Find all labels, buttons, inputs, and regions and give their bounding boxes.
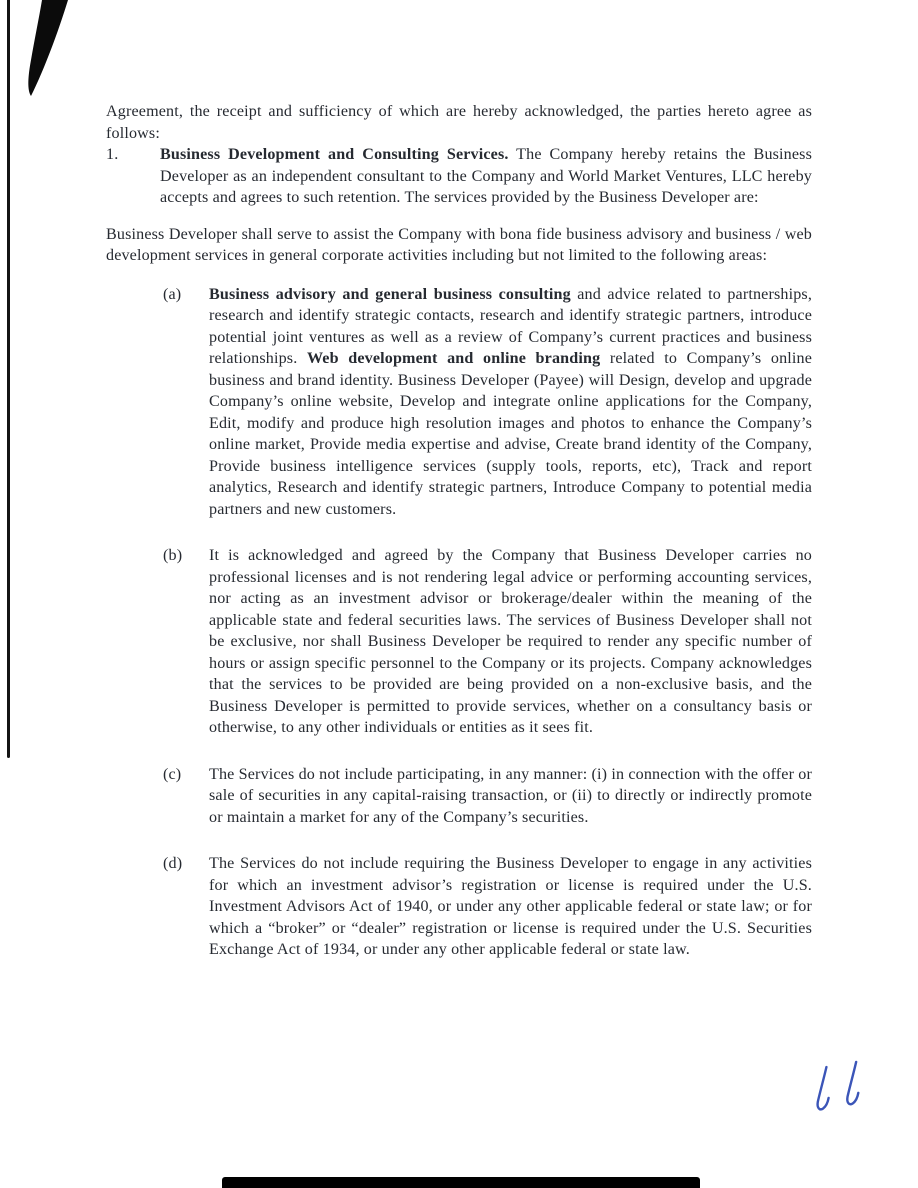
subclause-a: [163, 284, 812, 521]
clause-1-text: The Company hereby retains the Business Developer as an independent consultant to the Company and World Market Ventures, LLC hereby accepts and agrees to such retention. The services provided by the Business Developer are:: [160, 146, 812, 206]
scan-artifact-shape: [28, 0, 68, 96]
subclause-a-bold-1: Business advisory and general business consulting: [209, 285, 571, 303]
scan-artifact-top-left-blob: [22, 0, 74, 100]
handwritten-initials: [804, 1058, 880, 1121]
subclause-c-label: (c): [163, 765, 182, 783]
pen-stroke: [815, 1067, 829, 1110]
subclause-d-paragraph: The Services do not include requiring the Business Developer to engage in any activities for which an investment advisor’s registration or license is required under the U.S. Investment Advisors Act of 1940, or under any other applicable federal or state law; or for which a “broker” or “dealer” registration or license is required under the U.S. Securities Exchange Act of 1934, or under any other applicable federal or state law.: [209, 855, 812, 958]
clause-1-number: 1.: [106, 146, 119, 163]
clause-1-paragraph: [160, 144, 812, 209]
subclause-b: [163, 545, 812, 739]
clause-1-heading: Business Development and Consulting Services.: [160, 146, 509, 163]
scan-artifact-left-edge-line: [7, 0, 10, 758]
subclause-a-text-1: and advice related to partnerships, research and identify strategic contacts, research and identify strategic partners, introduce potential joint ventures as well as a review of Company’s current practices and business relationships.: [209, 285, 812, 367]
document-content: [106, 101, 812, 986]
subclause-d-label: (d): [163, 855, 183, 872]
subclause-a-label: (a): [163, 285, 182, 303]
subclause-a-bold-2: Web development and online branding: [306, 350, 601, 367]
intro-paragraph: Agreement, the receipt and sufficiency of which are hereby acknowledged, the parties hereto agree as follows:: [106, 103, 812, 142]
subclause-a-text-2: related to Company’s online business and brand identity. Business Developer (Payee) will Design, develop and upgrade Company’s online website, Develop and integrate online applications for the Company, Edit, modify and produce high resolution images and photos to enhance the Company’s online market, Provide media expertise and advise, Create brand identity of the Company, Provide business intelligence services (supply tools, reports, etc), Track and report analytics, Research and identify strategic partners, Introduce Company to potential media partners and new customers.: [209, 350, 812, 518]
subclause-a-paragraph: [209, 284, 812, 521]
subclause-b-label: (b): [163, 547, 183, 564]
subclause-d: [163, 853, 812, 961]
subclause-c: [163, 764, 812, 829]
subclause-b-paragraph: It is acknowledged and agreed by the Company that Business Developer carries no professional licenses and is not rendering legal advice or performing accounting services, nor acting as an investment advisor or brokerage/dealer within the meaning of the applicable state and federal securities laws. The services of Business Developer shall not be exclusive, nor shall Business Developer be required to render any specific number of hours or assign specific personnel to the Company or its projects. Company acknowledges that the services to be provided are being provided on a non-exclusive basis, and the Business Developer is permitted to provide services, whether on a consultancy basis or otherwise, to any other individuals or entities as it sees fit.: [209, 547, 812, 736]
scan-artifact-bottom-bar: [222, 1177, 700, 1188]
pen-stroke: [845, 1062, 859, 1105]
preamble-paragraph: Business Developer shall serve to assist the Company with bona fide business advisory and business / web development services in general corporate activities including but not limited to the following areas:: [106, 225, 812, 264]
clause-1: [106, 144, 812, 209]
subclause-list: [163, 284, 812, 961]
subclause-c-paragraph: The Services do not include participating, in any manner: (i) in connection with the offer or sale of securities in any capital-raising transaction, or (ii) to directly or indirectly promote or maintain a market for any of the Company’s securities.: [209, 765, 812, 826]
